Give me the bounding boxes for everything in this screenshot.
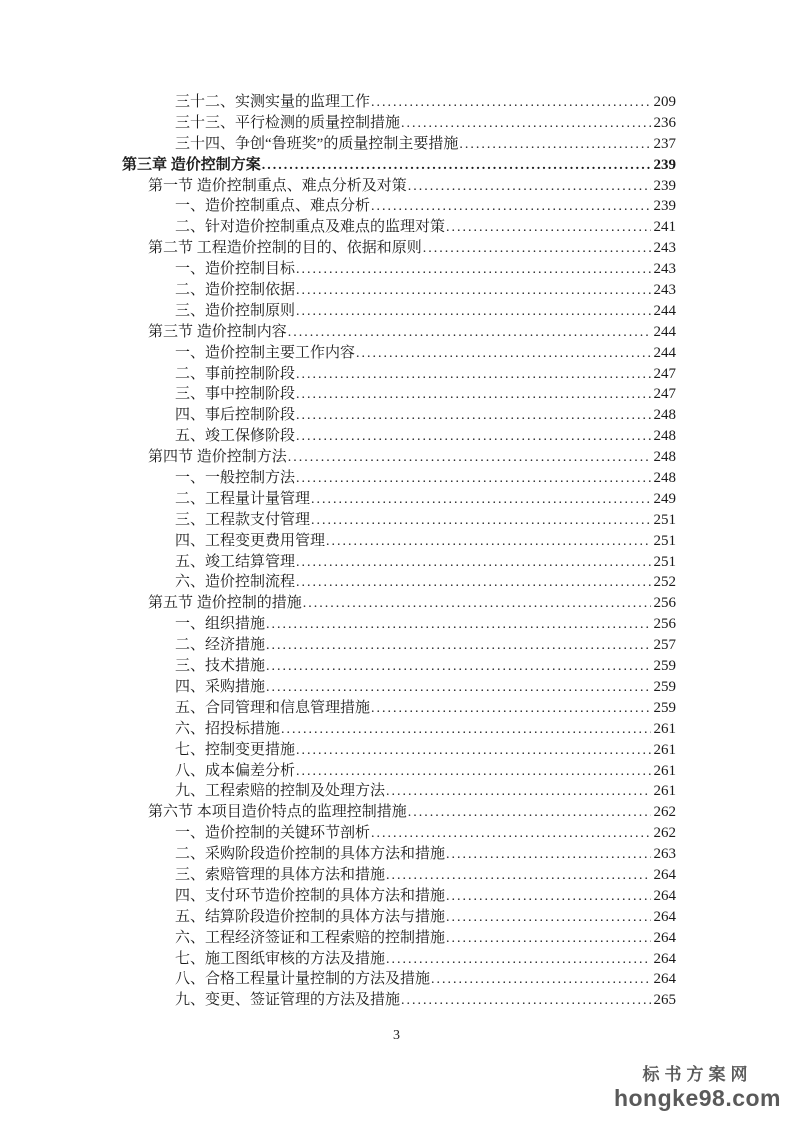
- toc-entry-page: 248: [653, 428, 676, 445]
- toc-entry-title: 第六节 本项目造价特点的监理控制措施: [148, 804, 407, 821]
- toc-entry-title: 九、工程索赔的控制及处理方法: [175, 783, 386, 800]
- toc-entry: [122, 635, 676, 656]
- dot-leader: [296, 302, 650, 323]
- toc-entry-page: 257: [653, 637, 676, 654]
- toc-entry-title: 第一节 造价控制重点、难点分析及对策: [148, 177, 407, 194]
- table-of-contents: [122, 92, 676, 1011]
- toc-entry-page: 236: [653, 114, 676, 131]
- toc-entry: [122, 155, 676, 176]
- toc-entry-page: 239: [653, 177, 676, 194]
- dot-leader: [296, 385, 650, 406]
- toc-entry-title: 第二节 工程造价控制的目的、依据和原则: [148, 240, 422, 257]
- toc-entry-page: 256: [653, 616, 676, 633]
- dot-leader: [408, 803, 651, 824]
- toc-entry-page: 248: [653, 449, 676, 466]
- toc-entry: [122, 969, 676, 990]
- toc-entry: [122, 468, 676, 489]
- toc-entry-title: 八、成本偏差分析: [175, 762, 296, 779]
- toc-entry-page: 251: [653, 532, 676, 549]
- dot-leader: [408, 177, 651, 198]
- toc-entry-page: 249: [653, 490, 676, 507]
- toc-entry: [122, 113, 676, 134]
- dot-leader: [401, 991, 650, 1012]
- toc-entry: [122, 719, 676, 740]
- toc-entry: [122, 823, 676, 844]
- toc-entry: [122, 280, 676, 301]
- toc-entry-title: 第四节 造价控制方法: [148, 449, 287, 466]
- toc-entry-title: 三、事中控制阶段: [175, 386, 296, 403]
- toc-entry: [122, 92, 676, 113]
- dot-leader: [266, 615, 650, 636]
- dot-leader: [296, 260, 650, 281]
- toc-entry-title: 一、一般控制方法: [175, 470, 296, 487]
- toc-entry: [122, 886, 676, 907]
- toc-entry-page: 251: [653, 553, 676, 570]
- watermark-site-name: 标书方案网: [642, 1065, 753, 1085]
- toc-entry-title: 六、招投标措施: [175, 720, 281, 737]
- toc-entry-page: 248: [653, 470, 676, 487]
- toc-entry: [122, 343, 676, 364]
- toc-entry-page: 264: [653, 971, 676, 988]
- dot-leader: [386, 866, 650, 887]
- toc-entry: [122, 949, 676, 970]
- watermark: [614, 1066, 781, 1110]
- dot-leader: [262, 156, 651, 177]
- dot-leader: [296, 406, 650, 427]
- toc-entry: [122, 572, 676, 593]
- toc-entry: [122, 196, 676, 217]
- toc-entry-page: 251: [653, 511, 676, 528]
- toc-entry-title: 三十二、实测实量的监理工作: [175, 94, 371, 110]
- toc-entry-title: 四、工程变更费用管理: [175, 532, 326, 549]
- toc-entry-page: 237: [653, 135, 676, 152]
- watermark-site-url: hongke98.com: [613, 1084, 781, 1111]
- toc-entry-page: 261: [653, 741, 676, 758]
- toc-entry: [122, 510, 676, 531]
- toc-entry-title: 第三章 造价控制方案: [122, 156, 261, 173]
- dot-leader: [296, 741, 650, 762]
- dot-leader: [446, 887, 650, 908]
- toc-entry: [122, 990, 676, 1011]
- toc-entry-title: 第五节 造价控制的措施: [148, 595, 302, 612]
- toc-entry: [122, 238, 676, 259]
- toc-entry-page: 243: [653, 282, 676, 299]
- toc-entry: [122, 322, 676, 343]
- toc-entry-page: 243: [653, 240, 676, 257]
- dot-leader: [371, 197, 650, 218]
- dot-leader: [296, 762, 650, 783]
- dot-leader: [386, 950, 650, 971]
- dot-leader: [459, 135, 650, 156]
- dot-leader: [446, 218, 650, 239]
- toc-entry-title: 六、造价控制流程: [175, 574, 296, 591]
- toc-entry-page: 264: [653, 908, 676, 925]
- dot-leader: [311, 511, 650, 532]
- toc-entry-title: 一、造价控制主要工作内容: [175, 344, 356, 361]
- toc-entry-title: 七、控制变更措施: [175, 741, 296, 758]
- dot-leader: [303, 594, 651, 615]
- toc-entry-page: 239: [653, 156, 676, 173]
- toc-entry: [122, 928, 676, 949]
- toc-entry: [122, 447, 676, 468]
- toc-entry-title: 三、索赔管理的具体方法和措施: [175, 866, 386, 883]
- toc-entry-title: 二、经济措施: [175, 637, 266, 654]
- toc-entry-title: 五、竣工结算管理: [175, 553, 296, 570]
- dot-leader: [266, 636, 650, 657]
- toc-entry-title: 八、合格工程量计量控制的方法及措施: [175, 971, 431, 988]
- dot-leader: [371, 93, 650, 114]
- toc-entry: [122, 176, 676, 197]
- dot-leader: [296, 553, 650, 574]
- toc-entry: [122, 781, 676, 802]
- toc-entry-title: 五、结算阶段造价控制的具体方法与措施: [175, 908, 446, 925]
- toc-entry: [122, 405, 676, 426]
- dot-leader: [296, 281, 650, 302]
- dot-leader: [446, 908, 650, 929]
- toc-entry-title: 三十四、争创“鲁班奖”的质量控制主要措施: [175, 135, 459, 152]
- toc-entry-page: 259: [653, 678, 676, 695]
- toc-entry: [122, 364, 676, 385]
- toc-entry-title: 三、技术措施: [175, 658, 266, 675]
- toc-entry-title: 七、施工图纸审核的方法及措施: [175, 950, 386, 967]
- toc-entry: [122, 384, 676, 405]
- toc-entry-title: 二、事前控制阶段: [175, 365, 296, 382]
- dot-leader: [296, 427, 650, 448]
- toc-entry-title: 五、合同管理和信息管理措施: [175, 699, 371, 716]
- toc-entry-page: 248: [653, 407, 676, 424]
- toc-entry-page: 259: [653, 699, 676, 716]
- toc-entry-page: 259: [653, 658, 676, 675]
- toc-entry: [122, 656, 676, 677]
- toc-entry: [122, 802, 676, 823]
- toc-entry-title: 二、采购阶段造价控制的具体方法和措施: [175, 846, 446, 863]
- dot-leader: [356, 344, 650, 365]
- toc-entry-title: 五、竣工保修阶段: [175, 428, 296, 445]
- dot-leader: [281, 720, 650, 741]
- toc-entry: [122, 761, 676, 782]
- toc-entry-page: 262: [653, 825, 676, 842]
- toc-entry-page: 247: [653, 386, 676, 403]
- toc-entry-page: 244: [653, 302, 676, 319]
- dot-leader: [311, 490, 650, 511]
- toc-entry-page: 264: [653, 866, 676, 883]
- toc-entry: [122, 698, 676, 719]
- toc-entry-title: 二、工程量计量管理: [175, 490, 311, 507]
- toc-entry-page: 263: [653, 846, 676, 863]
- toc-entry-title: 四、支付环节造价控制的具体方法和措施: [175, 887, 446, 904]
- toc-entry: [122, 531, 676, 552]
- toc-entry-page: 261: [653, 762, 676, 779]
- toc-entry: [122, 865, 676, 886]
- dot-leader: [371, 699, 650, 720]
- toc-entry-title: 一、造价控制重点、难点分析: [175, 198, 371, 215]
- dot-leader: [446, 845, 650, 866]
- dot-leader: [431, 970, 650, 991]
- toc-entry-page: 239: [653, 198, 676, 215]
- dot-leader: [423, 239, 651, 260]
- dot-leader: [296, 365, 650, 386]
- toc-entry-title: 二、针对造价控制重点及难点的监理对策: [175, 219, 446, 236]
- toc-entry: [122, 677, 676, 698]
- toc-entry: [122, 489, 676, 510]
- toc-entry-page: 252: [653, 574, 676, 591]
- toc-entry-title: 四、事后控制阶段: [175, 407, 296, 424]
- toc-entry: [122, 552, 676, 573]
- dot-leader: [326, 532, 650, 553]
- toc-entry: [122, 907, 676, 928]
- toc-entry-page: 244: [653, 323, 676, 340]
- toc-entry-page: 264: [653, 887, 676, 904]
- dot-leader: [296, 469, 650, 490]
- dot-leader: [296, 573, 650, 594]
- toc-entry-page: 247: [653, 365, 676, 382]
- toc-entry-title: 四、采购措施: [175, 678, 266, 695]
- toc-entry-title: 第三节 造价控制内容: [148, 323, 287, 340]
- toc-entry-page: 261: [653, 720, 676, 737]
- toc-entry-page: 244: [653, 344, 676, 361]
- toc-entry-title: 二、造价控制依据: [175, 282, 296, 299]
- toc-entry-page: 262: [653, 804, 676, 821]
- toc-entry-title: 六、工程经济签证和工程索赔的控制措施: [175, 929, 446, 946]
- toc-entry-title: 一、造价控制的关键环节剖析: [175, 825, 371, 842]
- toc-entry: [122, 134, 676, 155]
- toc-entry-page: 265: [653, 992, 676, 1009]
- toc-entry-title: 三十三、平行检测的质量控制措施: [175, 114, 401, 131]
- toc-entry: [122, 426, 676, 447]
- toc-entry-page: 241: [653, 219, 676, 236]
- dot-leader: [288, 448, 651, 469]
- toc-entry: [122, 259, 676, 280]
- toc-entry-page: 264: [653, 929, 676, 946]
- dot-leader: [401, 114, 650, 135]
- toc-entry-page: 209: [653, 94, 676, 110]
- toc-entry: [122, 217, 676, 238]
- toc-entry-title: 三、工程款支付管理: [175, 511, 311, 528]
- dot-leader: [266, 678, 650, 699]
- toc-entry: [122, 301, 676, 322]
- toc-entry-title: 三、造价控制原则: [175, 302, 296, 319]
- dot-leader: [288, 323, 651, 344]
- dot-leader: [446, 929, 650, 950]
- toc-entry-title: 九、变更、签证管理的方法及措施: [175, 992, 401, 1009]
- dot-leader: [371, 824, 650, 845]
- toc-entry-title: 一、造价控制目标: [175, 261, 296, 278]
- dot-leader: [386, 782, 650, 803]
- toc-entry-title: 一、组织措施: [175, 616, 266, 633]
- toc-entry-page: 264: [653, 950, 676, 967]
- dot-leader: [266, 657, 650, 678]
- toc-entry-page: 256: [653, 595, 676, 612]
- toc-entry-page: 243: [653, 261, 676, 278]
- toc-entry: [122, 740, 676, 761]
- toc-entry-page: 261: [653, 783, 676, 800]
- toc-entry: [122, 614, 676, 635]
- toc-entry: [122, 593, 676, 614]
- toc-entry: [122, 844, 676, 865]
- page-number: 3: [393, 1028, 400, 1043]
